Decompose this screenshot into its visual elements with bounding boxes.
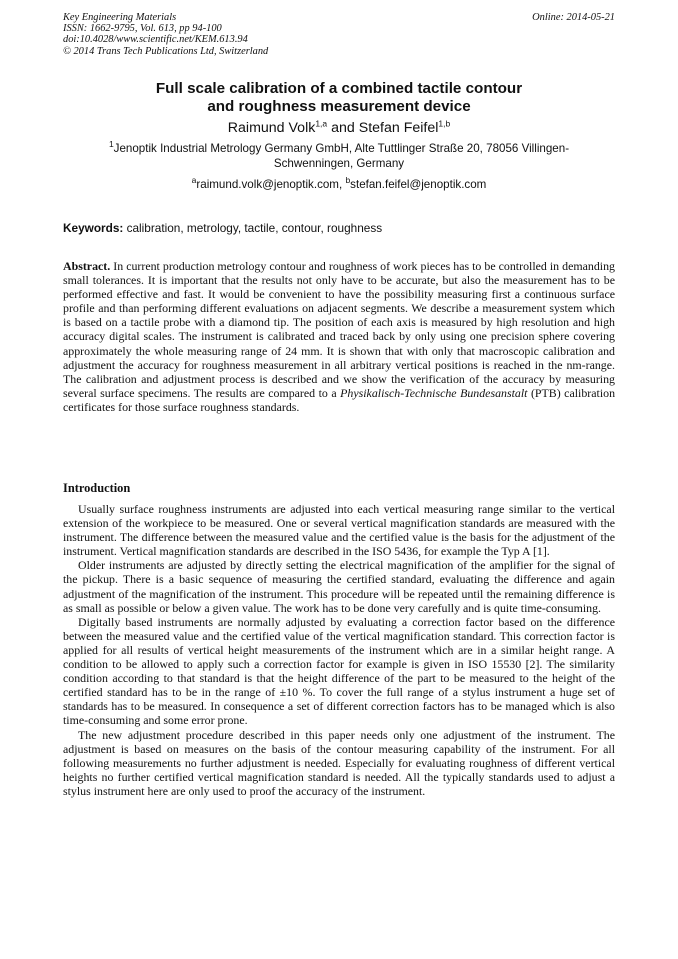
author-1: Raimund Volk bbox=[227, 120, 316, 136]
email-a-mark: a bbox=[191, 175, 197, 186]
intro-paragraph-4: The new adjustment procedure described in this paper needs only one adjustment of the instrument. The adjustment is based on measures on the basis of the contour measuring capability of the instrument. For all following measurements no further adjustment is needed. Especially for evaluating roughness of different vertical heights no further certified vertical magnification standard is needed. All the typically standards used to adjust a stylus instrument here are only used to proof the accuracy of the instrument. bbox=[63, 727, 615, 798]
author-emails bbox=[63, 175, 615, 192]
email-a-link[interactable]: raimund.volk@jenoptik.com bbox=[196, 178, 339, 191]
abstract bbox=[63, 259, 615, 414]
intro-paragraph-1: Usually surface roughness instruments are adjusted into each vertical measuring range similar to the vertical extension of the workpiece to be measured. One or several vertical magnification standards are measured with the instrument. The difference between the measured value and the certified value is the basis for the adjustment of the instrument. Vertical magnification standards are described in the ISO 5436, for example the Typ A [1]. bbox=[63, 502, 615, 559]
journal-name: Key Engineering Materials bbox=[63, 12, 177, 23]
email-b-link[interactable]: stefan.feifel@jenoptik.com bbox=[350, 178, 487, 191]
introduction-body bbox=[63, 502, 615, 798]
abstract-ptb-name: Physikalisch-Technische Bundesanstalt bbox=[340, 385, 528, 400]
email-b-mark: b bbox=[345, 175, 351, 186]
intro-paragraph-3: Digitally based instruments are normally adjusted by evaluating a correction factor based on the difference between the measured value and the certified value of the vertical magnification standard. This correction factor is applied for all results of vertical height measurements of the instrument which are in a similar height range. A condition to be allowed to apply such a correction factor for example is given in ISO 15530 [2]. The similarity condition according to that standard is that the height difference of the part to be measured to the height of the certified standard has to be in the range of ±10 %. To cover the full range of a stylus instrument a huge set of standards has to be measured. In consequence a set of different correction factors has to be managed which is also time-consuming and some error prone. bbox=[63, 614, 615, 728]
author-and: and bbox=[331, 120, 355, 136]
section-heading-introduction: Introduction bbox=[63, 481, 131, 495]
author-1-affil-mark: 1,a bbox=[315, 118, 328, 129]
abstract-label: Abstract. bbox=[63, 259, 111, 273]
paper-title bbox=[63, 80, 615, 116]
affiliation-text: Jenoptik Industrial Metrology Germany GmbH, Alte Tuttlinger Straße 20, 78056 Villingen-Schwenningen, Germany bbox=[113, 142, 570, 170]
issn-line: ISSN: 1662-9795, Vol. 613, pp 94-100 bbox=[63, 23, 222, 35]
title-block bbox=[63, 80, 615, 192]
author-list bbox=[63, 119, 615, 137]
keywords-label: Keywords: bbox=[63, 221, 124, 235]
copyright-line: © 2014 Trans Tech Publications Ltd, Switzerland bbox=[63, 45, 269, 57]
author-2: Stefan Feifel bbox=[358, 120, 439, 136]
email-separator: , bbox=[338, 178, 346, 191]
title-line-1: Full scale calibration of a combined tactile contour bbox=[155, 80, 523, 97]
affiliation bbox=[63, 139, 615, 171]
abstract-text-end: (PTB) calibration certificates for those surface roughness standards. bbox=[63, 385, 616, 414]
keywords-text: calibration, metrology, tactile, contour, roughness bbox=[126, 221, 383, 235]
title-line-2: and roughness measurement device bbox=[207, 98, 471, 115]
affiliation-mark: 1 bbox=[108, 139, 114, 150]
online-date: Online: 2014-05-21 bbox=[532, 12, 615, 23]
keywords-line bbox=[63, 221, 615, 235]
author-2-affil-mark: 1,b bbox=[438, 118, 451, 129]
doi-line: doi:10.4028/www.scientific.net/KEM.613.94 bbox=[63, 34, 248, 46]
intro-paragraph-2: Older instruments are adjusted by directly setting the electrical magnification of the amplifier for the signal of the pickup. There is a basic sequence of measuring the certified standard, evaluating the difference and again adjustment of the magnification of the instrument. This procedure will be repeated until the remaining difference is as small as possible or below a given value. The work has to be done very carefully and is quite time-consuming. bbox=[63, 558, 615, 615]
abstract-text: In current production metrology contour and roughness of work pieces has to be controlled in demanding small tolerances. It is important that the results not only have to be accurate, but also the measurement has to be performed effective and fast. It would be convenient to have the possibility measuring first a continuous surface profile and than performing different evaluations on adjacent segments. We describe a measurement system which is based on a tactile probe with a diamond tip. The position of each axis is measured by high resolution and high accuracy digital scales. The instrument is calibrated and traced back by only using one precision sphere covering approximately the whole measuring range of 24 mm. It is shown that with only that macroscopic calibration and adjustment the accuracy for roughness measurement in all arbitrary vertical positions is reached in the nm-range. The calibration and adjustment process is described and we show the verification of the accuracy by measuring several surface specimens. The results are compared to a bbox=[63, 259, 615, 400]
journal-header bbox=[63, 12, 615, 57]
